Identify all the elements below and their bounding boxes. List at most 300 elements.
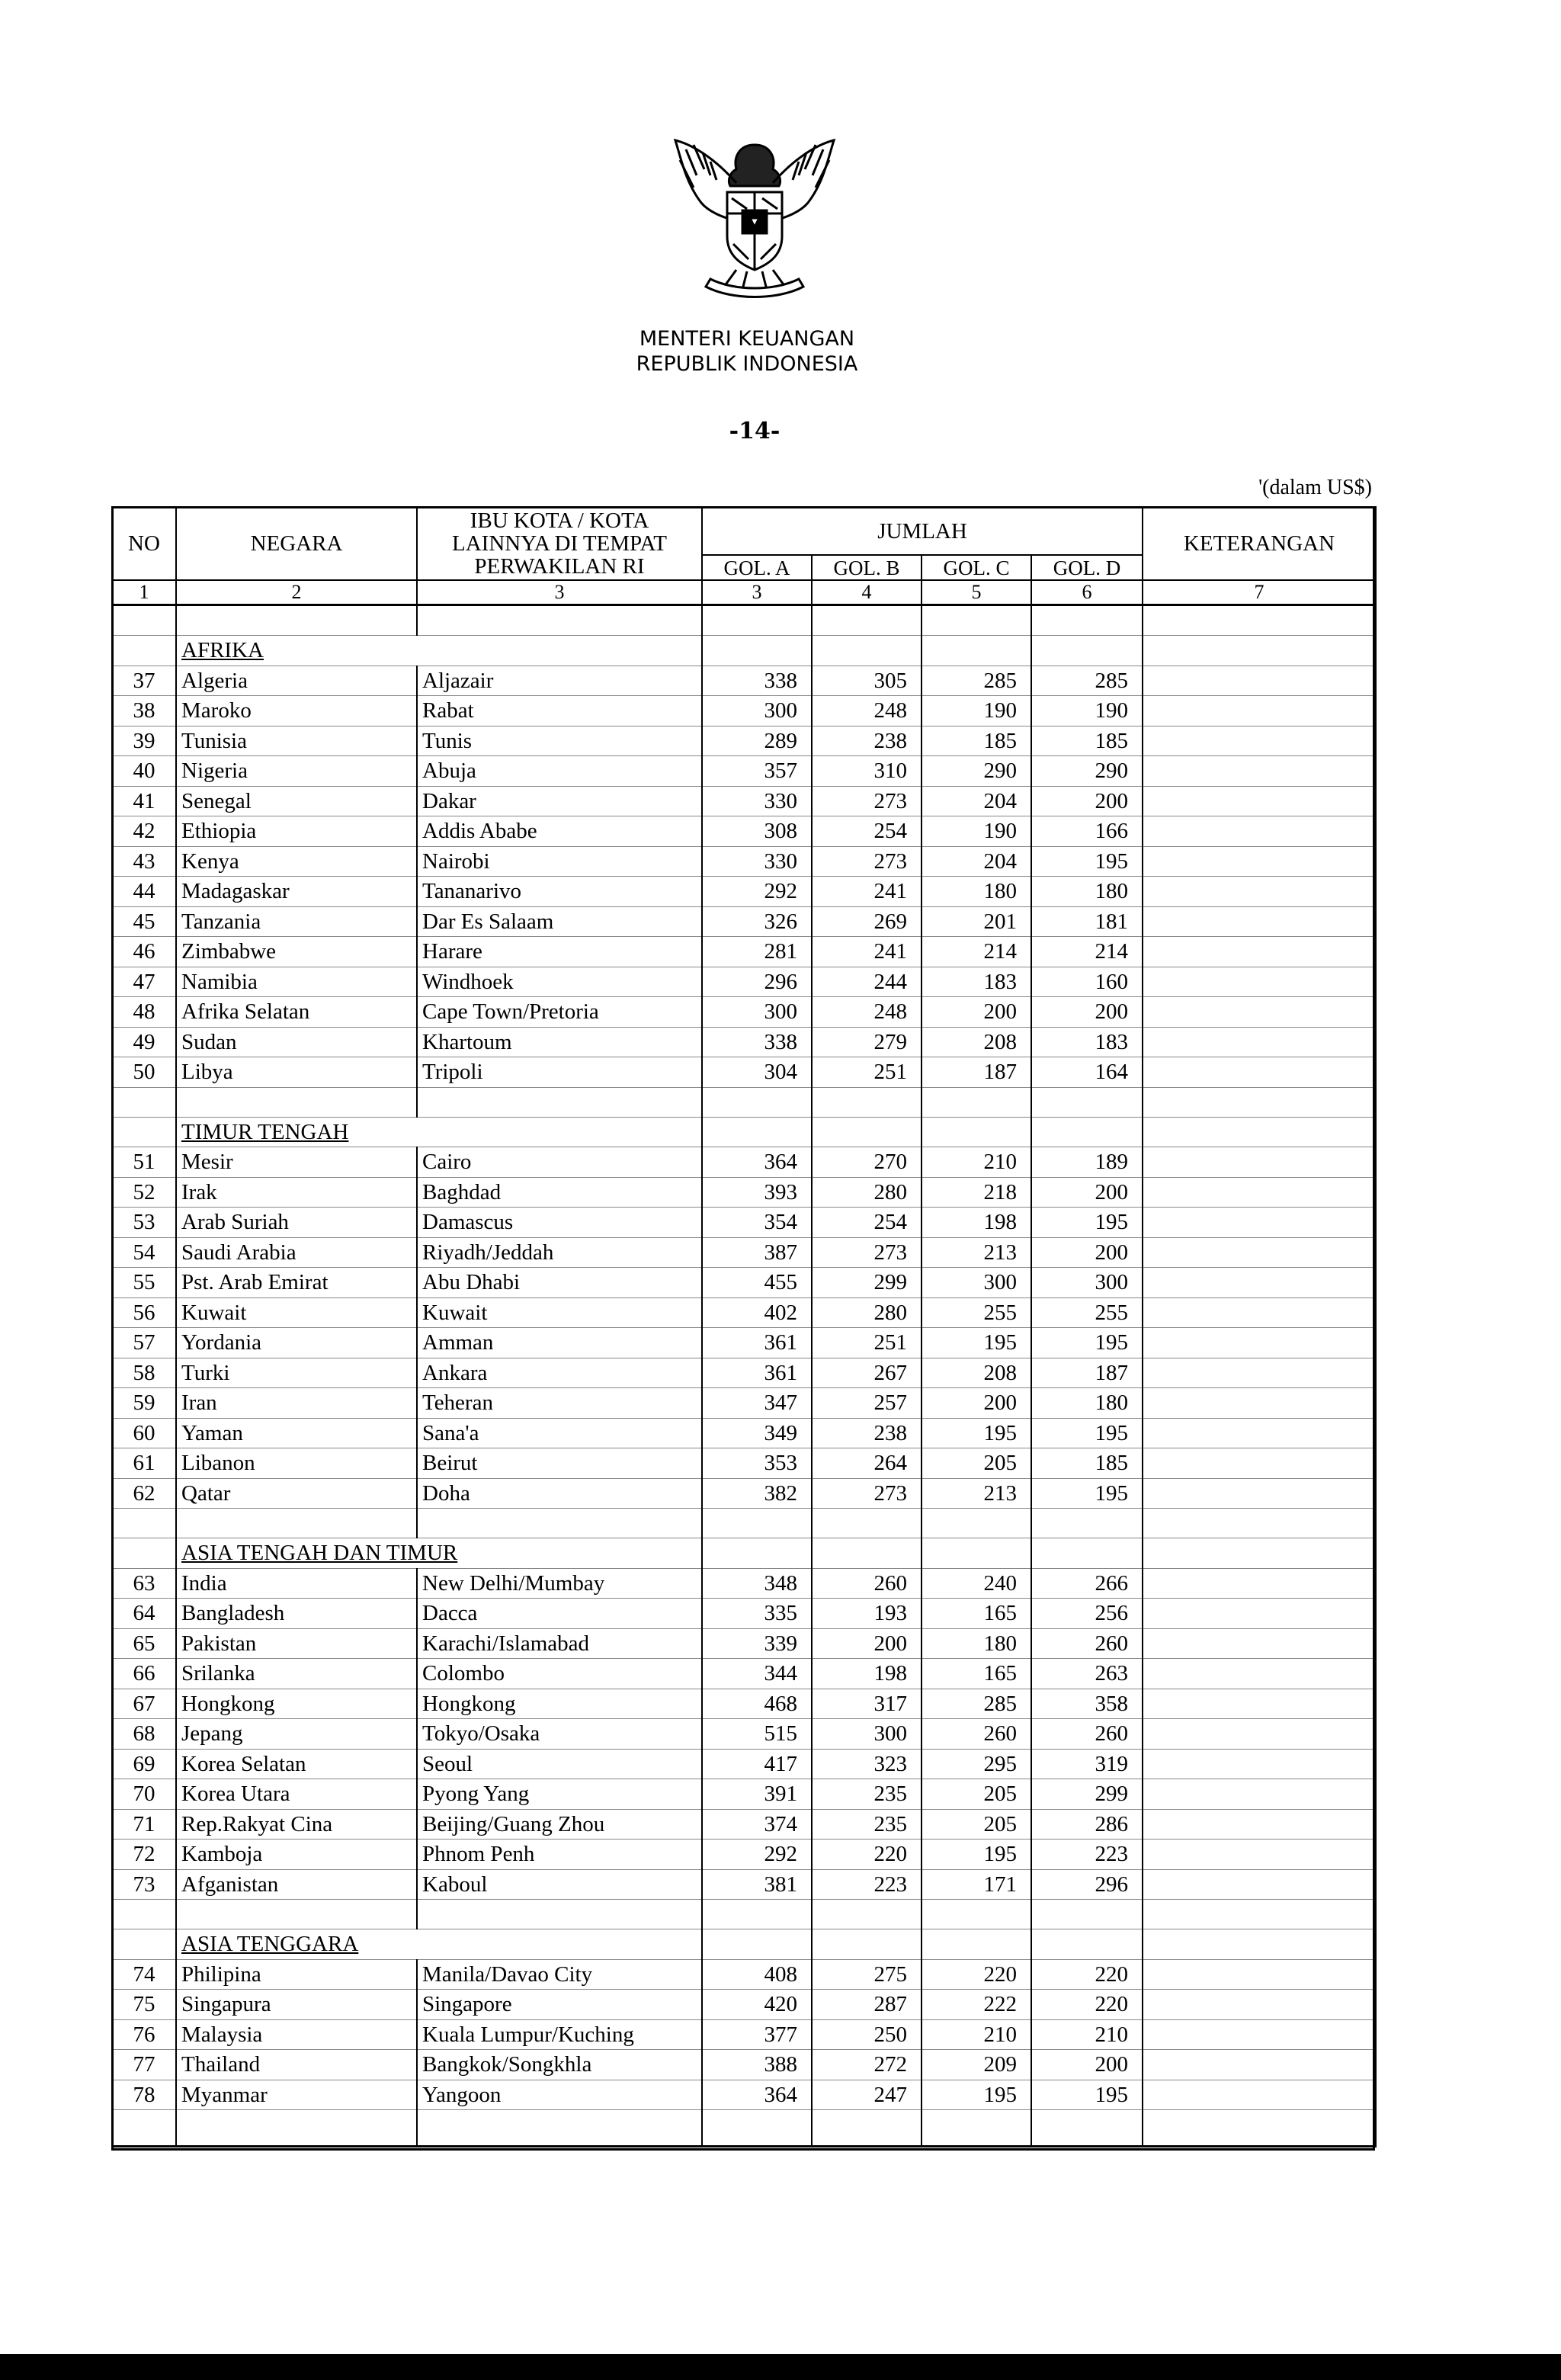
gol-c-cell: 195 xyxy=(922,2080,1031,2110)
empty-cell xyxy=(1143,1900,1376,1929)
country-cell: Tunisia xyxy=(176,726,417,756)
row-number: 47 xyxy=(112,967,176,997)
keterangan-cell xyxy=(1143,696,1376,727)
spacer-row xyxy=(112,1900,1376,1929)
gol-b-cell: 250 xyxy=(812,2019,922,2050)
column-number: 3 xyxy=(702,580,812,605)
gol-b-cell: 235 xyxy=(812,1809,922,1840)
letterhead-line1: MENTERI KEUANGAN xyxy=(639,327,855,351)
empty-cell xyxy=(702,605,812,636)
gol-d-cell: 296 xyxy=(1031,1869,1143,1900)
country-cell: Kenya xyxy=(176,846,417,877)
gol-d-cell: 220 xyxy=(1031,1990,1143,2020)
row-number: 55 xyxy=(112,1268,176,1298)
table-row xyxy=(112,756,1376,787)
city-cell: Teheran xyxy=(417,1388,702,1419)
empty-cell xyxy=(922,605,1031,636)
empty-cell xyxy=(702,2110,812,2147)
keterangan-cell xyxy=(1143,1328,1376,1358)
gol-a-cell: 455 xyxy=(702,1268,812,1298)
gol-d-cell: 319 xyxy=(1031,1749,1143,1779)
keterangan-cell xyxy=(1143,937,1376,967)
gol-d-cell: 285 xyxy=(1031,666,1143,696)
city-cell: Dacca xyxy=(417,1599,702,1629)
keterangan-cell xyxy=(1143,1448,1376,1479)
row-number: 70 xyxy=(112,1779,176,1810)
gol-c-cell: 180 xyxy=(922,877,1031,907)
keterangan-cell xyxy=(1143,1208,1376,1238)
gol-d-cell: 181 xyxy=(1031,906,1143,937)
gol-b-cell: 269 xyxy=(812,906,922,937)
gol-c-cell: 240 xyxy=(922,1568,1031,1599)
row-number: 49 xyxy=(112,1027,176,1057)
keterangan-cell xyxy=(1143,1177,1376,1208)
gol-a-cell: 344 xyxy=(702,1659,812,1689)
header-negara: NEGARA xyxy=(176,507,417,580)
empty-cell xyxy=(922,636,1031,666)
header-gol-c: GOL. C xyxy=(922,555,1031,580)
gol-c-cell: 290 xyxy=(922,756,1031,787)
gol-a-cell: 408 xyxy=(702,1959,812,1990)
gol-c-cell: 208 xyxy=(922,1358,1031,1388)
empty-cell xyxy=(1031,1900,1143,1929)
row-number: 41 xyxy=(112,786,176,816)
keterangan-cell xyxy=(1143,666,1376,696)
gol-b-cell: 254 xyxy=(812,816,922,847)
gol-d-cell: 200 xyxy=(1031,2050,1143,2080)
gol-c-cell: 205 xyxy=(922,1809,1031,1840)
city-cell: Beirut xyxy=(417,1448,702,1479)
keterangan-cell xyxy=(1143,1659,1376,1689)
row-number: 58 xyxy=(112,1358,176,1388)
gol-c-cell: 208 xyxy=(922,1027,1031,1057)
gol-b-cell: 198 xyxy=(812,1659,922,1689)
row-number: 69 xyxy=(112,1749,176,1779)
gol-d-cell: 195 xyxy=(1031,1328,1143,1358)
gol-d-cell: 256 xyxy=(1031,1599,1143,1629)
country-cell: Kamboja xyxy=(176,1840,417,1870)
gol-a-cell: 468 xyxy=(702,1689,812,1719)
city-cell: Bangkok/Songkhla xyxy=(417,2050,702,2080)
row-number: 37 xyxy=(112,666,176,696)
keterangan-cell xyxy=(1143,1869,1376,1900)
row-number: 65 xyxy=(112,1628,176,1659)
country-cell: Mesir xyxy=(176,1147,417,1178)
empty-cell xyxy=(702,1117,812,1147)
city-cell: Tokyo/Osaka xyxy=(417,1719,702,1750)
row-number: 42 xyxy=(112,816,176,847)
gol-c-cell: 222 xyxy=(922,1990,1031,2020)
empty-cell xyxy=(812,636,922,666)
row-number: 57 xyxy=(112,1328,176,1358)
empty-cell xyxy=(176,2110,417,2147)
gol-b-cell: 254 xyxy=(812,1208,922,1238)
gol-a-cell: 330 xyxy=(702,786,812,816)
row-number: 72 xyxy=(112,1840,176,1870)
table-row xyxy=(112,1779,1376,1810)
empty-cell xyxy=(112,605,176,636)
gol-d-cell: 220 xyxy=(1031,1959,1143,1990)
gol-d-cell: 299 xyxy=(1031,1779,1143,1810)
keterangan-cell xyxy=(1143,997,1376,1028)
empty-cell xyxy=(812,1509,922,1538)
row-number: 43 xyxy=(112,846,176,877)
country-cell: Yordania xyxy=(176,1328,417,1358)
gol-b-cell: 264 xyxy=(812,1448,922,1479)
gol-c-cell: 198 xyxy=(922,1208,1031,1238)
gol-d-cell: 200 xyxy=(1031,1237,1143,1268)
country-cell: Korea Utara xyxy=(176,1779,417,1810)
table-row xyxy=(112,1388,1376,1419)
row-number: 39 xyxy=(112,726,176,756)
gol-c-cell: 165 xyxy=(922,1659,1031,1689)
gol-a-cell: 417 xyxy=(702,1749,812,1779)
gol-a-cell: 374 xyxy=(702,1809,812,1840)
empty-cell xyxy=(922,1929,1031,1960)
row-number: 59 xyxy=(112,1388,176,1419)
empty-cell xyxy=(812,2110,922,2147)
gol-c-cell: 200 xyxy=(922,1388,1031,1419)
gol-a-cell: 354 xyxy=(702,1208,812,1238)
gol-d-cell: 185 xyxy=(1031,1448,1143,1479)
gol-c-cell: 165 xyxy=(922,1599,1031,1629)
country-cell: Afganistan xyxy=(176,1869,417,1900)
gol-d-cell: 185 xyxy=(1031,726,1143,756)
city-cell: Khartoum xyxy=(417,1027,702,1057)
empty-cell xyxy=(417,1087,702,1117)
header-keterangan: KETERANGAN xyxy=(1143,507,1376,580)
keterangan-cell xyxy=(1143,1990,1376,2020)
page-number: -14- xyxy=(729,418,780,444)
table-row xyxy=(112,1749,1376,1779)
header-gol-d: GOL. D xyxy=(1031,555,1143,580)
gol-a-cell: 377 xyxy=(702,2019,812,2050)
empty-cell xyxy=(176,1900,417,1929)
table-row xyxy=(112,1869,1376,1900)
empty-cell xyxy=(812,1117,922,1147)
city-cell: Ankara xyxy=(417,1358,702,1388)
city-cell: Tananarivo xyxy=(417,877,702,907)
empty-cell xyxy=(1143,1509,1376,1538)
gol-d-cell: 183 xyxy=(1031,1027,1143,1057)
keterangan-cell xyxy=(1143,726,1376,756)
country-cell: Korea Selatan xyxy=(176,1749,417,1779)
column-number: 1 xyxy=(112,580,176,605)
gol-b-cell: 279 xyxy=(812,1027,922,1057)
empty-cell xyxy=(1031,605,1143,636)
gol-b-cell: 273 xyxy=(812,1478,922,1509)
empty-cell xyxy=(417,2110,702,2147)
table-row xyxy=(112,1959,1376,1990)
table-row xyxy=(112,1237,1376,1268)
column-number: 3 xyxy=(417,580,702,605)
gol-a-cell: 348 xyxy=(702,1568,812,1599)
keterangan-cell xyxy=(1143,1779,1376,1810)
gol-b-cell: 317 xyxy=(812,1689,922,1719)
gol-a-cell: 308 xyxy=(702,816,812,847)
country-cell: Libanon xyxy=(176,1448,417,1479)
scan-edge xyxy=(0,2354,1561,2380)
empty-cell xyxy=(112,1900,176,1929)
gol-d-cell: 164 xyxy=(1031,1057,1143,1088)
table-row xyxy=(112,2080,1376,2110)
keterangan-cell xyxy=(1143,1358,1376,1388)
city-cell: Baghdad xyxy=(417,1177,702,1208)
empty-cell xyxy=(417,605,702,636)
gol-c-cell: 300 xyxy=(922,1268,1031,1298)
country-cell: Namibia xyxy=(176,967,417,997)
keterangan-cell xyxy=(1143,1719,1376,1750)
keterangan-cell xyxy=(1143,1237,1376,1268)
table-row xyxy=(112,1659,1376,1689)
gol-a-cell: 382 xyxy=(702,1478,812,1509)
header-gol-b: GOL. B xyxy=(812,555,922,580)
country-cell: Saudi Arabia xyxy=(176,1237,417,1268)
keterangan-cell xyxy=(1143,1809,1376,1840)
gol-d-cell: 255 xyxy=(1031,1297,1143,1328)
empty-cell xyxy=(417,1900,702,1929)
empty-cell xyxy=(812,1900,922,1929)
gol-d-cell: 195 xyxy=(1031,2080,1143,2110)
gol-d-cell: 358 xyxy=(1031,1689,1143,1719)
country-cell: Algeria xyxy=(176,666,417,696)
gol-d-cell: 200 xyxy=(1031,786,1143,816)
section-title: AFRIKA xyxy=(176,636,702,666)
gol-d-cell: 195 xyxy=(1031,1418,1143,1448)
keterangan-cell xyxy=(1143,1568,1376,1599)
city-cell: Abu Dhabi xyxy=(417,1268,702,1298)
table-row xyxy=(112,1208,1376,1238)
gol-b-cell: 200 xyxy=(812,1628,922,1659)
gol-b-cell: 244 xyxy=(812,967,922,997)
table-row xyxy=(112,1599,1376,1629)
keterangan-cell xyxy=(1143,1268,1376,1298)
gol-b-cell: 287 xyxy=(812,1990,922,2020)
gol-b-cell: 193 xyxy=(812,1599,922,1629)
gol-d-cell: 290 xyxy=(1031,756,1143,787)
city-cell: Kaboul xyxy=(417,1869,702,1900)
gol-a-cell: 381 xyxy=(702,1869,812,1900)
gol-a-cell: 292 xyxy=(702,1840,812,1870)
country-cell: Iran xyxy=(176,1388,417,1419)
gol-c-cell: 255 xyxy=(922,1297,1031,1328)
empty-cell xyxy=(922,1509,1031,1538)
gol-a-cell: 281 xyxy=(702,937,812,967)
country-cell: Sudan xyxy=(176,1027,417,1057)
row-number: 66 xyxy=(112,1659,176,1689)
gol-c-cell: 180 xyxy=(922,1628,1031,1659)
spacer-row xyxy=(112,2110,1376,2147)
city-cell: Dar Es Salaam xyxy=(417,906,702,937)
gol-c-cell: 210 xyxy=(922,1147,1031,1178)
table-row xyxy=(112,1840,1376,1870)
gol-c-cell: 200 xyxy=(922,997,1031,1028)
table-row xyxy=(112,967,1376,997)
gol-a-cell: 393 xyxy=(702,1177,812,1208)
gol-b-cell: 235 xyxy=(812,1779,922,1810)
country-cell: Nigeria xyxy=(176,756,417,787)
table-body xyxy=(112,605,1376,2147)
empty-cell xyxy=(702,636,812,666)
row-number: 48 xyxy=(112,997,176,1028)
empty-cell xyxy=(1031,2110,1143,2147)
empty-cell xyxy=(702,1087,812,1117)
row-number: 38 xyxy=(112,696,176,727)
empty-cell xyxy=(1031,1929,1143,1960)
gol-c-cell: 205 xyxy=(922,1448,1031,1479)
keterangan-cell xyxy=(1143,1478,1376,1509)
gol-d-cell: 190 xyxy=(1031,696,1143,727)
keterangan-cell xyxy=(1143,2050,1376,2080)
gol-a-cell: 361 xyxy=(702,1328,812,1358)
gol-b-cell: 299 xyxy=(812,1268,922,1298)
city-cell: Beijing/Guang Zhou xyxy=(417,1809,702,1840)
gol-a-cell: 347 xyxy=(702,1388,812,1419)
gol-d-cell: 223 xyxy=(1031,1840,1143,1870)
empty-cell xyxy=(1031,1509,1143,1538)
gol-b-cell: 260 xyxy=(812,1568,922,1599)
gol-b-cell: 280 xyxy=(812,1297,922,1328)
gol-a-cell: 357 xyxy=(702,756,812,787)
gol-c-cell: 190 xyxy=(922,696,1031,727)
section-title: ASIA TENGAH DAN TIMUR xyxy=(176,1538,702,1569)
gol-a-cell: 388 xyxy=(702,2050,812,2080)
row-number: 56 xyxy=(112,1297,176,1328)
keterangan-cell xyxy=(1143,786,1376,816)
allowance-table xyxy=(111,506,1377,2147)
gol-a-cell: 420 xyxy=(702,1990,812,2020)
country-cell: Ethiopia xyxy=(176,816,417,847)
column-number: 4 xyxy=(812,580,922,605)
keterangan-cell xyxy=(1143,756,1376,787)
empty-cell xyxy=(812,1538,922,1569)
country-cell: Philipina xyxy=(176,1959,417,1990)
gol-b-cell: 270 xyxy=(812,1147,922,1178)
gol-a-cell: 330 xyxy=(702,846,812,877)
city-cell: Kuala Lumpur/Kuching xyxy=(417,2019,702,2050)
table-row xyxy=(112,1719,1376,1750)
row-number: 40 xyxy=(112,756,176,787)
empty-cell xyxy=(112,2110,176,2147)
gol-b-cell: 223 xyxy=(812,1869,922,1900)
gol-c-cell: 185 xyxy=(922,726,1031,756)
gol-c-cell: 295 xyxy=(922,1749,1031,1779)
keterangan-cell xyxy=(1143,877,1376,907)
gol-b-cell: 300 xyxy=(812,1719,922,1750)
keterangan-cell xyxy=(1143,1628,1376,1659)
country-cell: Singapura xyxy=(176,1990,417,2020)
country-cell: Bangladesh xyxy=(176,1599,417,1629)
country-cell: Jepang xyxy=(176,1719,417,1750)
city-cell: Addis Ababe xyxy=(417,816,702,847)
gol-c-cell: 214 xyxy=(922,937,1031,967)
table-row xyxy=(112,1990,1376,2020)
gol-a-cell: 515 xyxy=(702,1719,812,1750)
country-cell: Pakistan xyxy=(176,1628,417,1659)
city-cell: Riyadh/Jeddah xyxy=(417,1237,702,1268)
row-number: 75 xyxy=(112,1990,176,2020)
row-number: 50 xyxy=(112,1057,176,1088)
header-gol-a: GOL. A xyxy=(702,555,812,580)
country-cell: Kuwait xyxy=(176,1297,417,1328)
empty-cell xyxy=(112,1929,176,1960)
gol-d-cell: 180 xyxy=(1031,877,1143,907)
empty-cell xyxy=(112,1538,176,1569)
country-cell: India xyxy=(176,1568,417,1599)
empty-cell xyxy=(112,1117,176,1147)
country-cell: Srilanka xyxy=(176,1659,417,1689)
empty-cell xyxy=(922,1087,1031,1117)
empty-cell xyxy=(1031,636,1143,666)
keterangan-cell xyxy=(1143,1840,1376,1870)
gol-b-cell: 248 xyxy=(812,696,922,727)
gol-c-cell: 187 xyxy=(922,1057,1031,1088)
city-cell: Damascus xyxy=(417,1208,702,1238)
empty-cell xyxy=(1143,1538,1376,1569)
city-cell: Seoul xyxy=(417,1749,702,1779)
gol-d-cell: 286 xyxy=(1031,1809,1143,1840)
keterangan-cell xyxy=(1143,967,1376,997)
empty-cell xyxy=(112,1509,176,1538)
empty-cell xyxy=(702,1509,812,1538)
country-cell: Thailand xyxy=(176,2050,417,2080)
gol-b-cell: 248 xyxy=(812,997,922,1028)
table-row xyxy=(112,2019,1376,2050)
gol-a-cell: 335 xyxy=(702,1599,812,1629)
country-cell: Madagaskar xyxy=(176,877,417,907)
row-number: 68 xyxy=(112,1719,176,1750)
keterangan-cell xyxy=(1143,1599,1376,1629)
city-cell: Yangoon xyxy=(417,2080,702,2110)
gol-c-cell: 201 xyxy=(922,906,1031,937)
city-cell: Harare xyxy=(417,937,702,967)
section-title: TIMUR TENGAH xyxy=(176,1117,702,1147)
gol-b-cell: 273 xyxy=(812,786,922,816)
city-cell: Windhoek xyxy=(417,967,702,997)
gol-d-cell: 200 xyxy=(1031,997,1143,1028)
country-cell: Arab Suriah xyxy=(176,1208,417,1238)
city-cell: Tripoli xyxy=(417,1057,702,1088)
country-cell: Irak xyxy=(176,1177,417,1208)
keterangan-cell xyxy=(1143,2019,1376,2050)
country-cell: Turki xyxy=(176,1358,417,1388)
gol-c-cell: 285 xyxy=(922,1689,1031,1719)
keterangan-cell xyxy=(1143,1689,1376,1719)
table-row xyxy=(112,877,1376,907)
gol-c-cell: 213 xyxy=(922,1478,1031,1509)
city-cell: Manila/Davao City xyxy=(417,1959,702,1990)
gol-a-cell: 326 xyxy=(702,906,812,937)
table-row xyxy=(112,846,1376,877)
gol-c-cell: 213 xyxy=(922,1237,1031,1268)
gol-b-cell: 251 xyxy=(812,1328,922,1358)
city-cell: Tunis xyxy=(417,726,702,756)
table-row xyxy=(112,726,1376,756)
city-cell: Pyong Yang xyxy=(417,1779,702,1810)
city-cell: Singapore xyxy=(417,1990,702,2020)
empty-cell xyxy=(176,605,417,636)
row-number: 61 xyxy=(112,1448,176,1479)
row-number: 63 xyxy=(112,1568,176,1599)
city-cell: Dakar xyxy=(417,786,702,816)
gol-b-cell: 241 xyxy=(812,877,922,907)
table-row xyxy=(112,666,1376,696)
section-row xyxy=(112,1538,1376,1569)
gol-c-cell: 195 xyxy=(922,1328,1031,1358)
empty-cell xyxy=(812,1087,922,1117)
country-cell: Yaman xyxy=(176,1418,417,1448)
gol-c-cell: 260 xyxy=(922,1719,1031,1750)
